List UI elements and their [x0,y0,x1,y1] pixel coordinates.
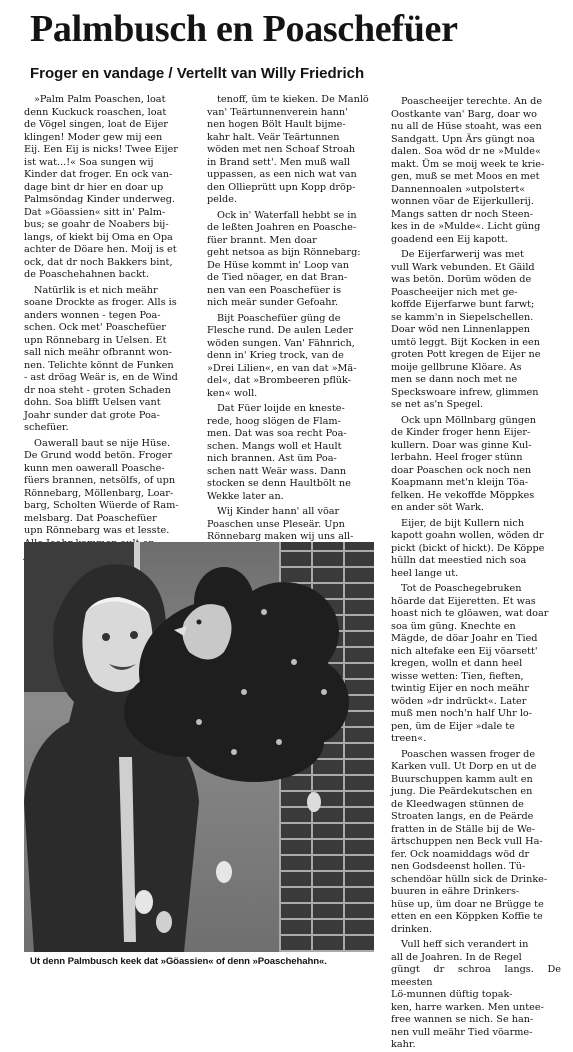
paragraph: Natürlik is et nich meähr soane Drockte as froger. Alls is anders wonnen - tegen Poa- schen. Ock met' Poaschefüer upn Rönnebarg in Uelsen. Et sall nich meähr ofbrannt won- nen. Telichte könnt de Funken - ast dröag Weär is, en de Wind dr noa steht - groten Schaden dohn. Soa blifft Uelsen vant Joahr sunder dat grote Poa- schefüer. [24,284,178,433]
child-with-palm-bush-illustration [24,542,374,952]
article-column-2 [207,94,381,556]
paragraph: Tot de Poaschegebruken höarde dat Eijeretten. Et was hoast nich te glöawen, wat doar soa üm güng. Knechte en Mägde, de döar Joahr en Tied nich altefake een Eij vöarsett' kregen, wolln et dann heel wisse wetten: Tien, fieften, twintig Eijer en noch meähr wöden »dr indrückt«. Later muß men noch'n half Uhr lo- pen, üm de Eijer »dale te treen«. [391,583,549,744]
paragraph: Poascheeijer terechte. An de Oostkante van' Barg, doar wo nu all de Hüse stoaht, was een Sandgatt. Upn Ärs güngt noa dalen. Soa wöd dr ne »Mulde« makt. Üm se moij week te krie- gen, muß se met Moos en met Dannennoalen »utpolstert« wonnen vöar de Eijerkullerij. Mangs satten dr noch Steen- kes in de »Mulde«. Licht güng goadend een Eij kapott. [391,96,545,245]
photo-child-with-palm-bush [24,542,374,952]
paragraph: De Eijerfarwerij was met vull Wark vebunden. Et Gäild was betön. Dorüm wöden de Poascheeijer nich met ge- koffde Eijerfarwe bunt farwt; se kamm'n in Siepelschellen. Doar wöd nen Linnenlappen umtö leggt. Bijt Kocken in een groten Pott kregen de Eijer ne moije gellbrune Klöare. As men se dann noch met ne Speckswoare infrew, glimmen se net as'n Spegel. [391,249,541,410]
paragraph: Oawerall baut se nije Hüse. De Grund wodd betön. Froger kunn men oawerall Poasche- füers brannen, netsölfs, of upn Rönnebarg, Möllenbarg, Loar- barg, Scholten Wüerde of Ram- melsbarg. Dat Poaschefüer upn Rönnebarg was et lesste. [24,437,179,536]
photo-caption: Ut denn Palmbusch keek dat »Göassien« of denn »Poaschehahn«. [30,956,327,967]
paragraph: Ock upn Möllnbarg güngen de Kinder froger henn Eijer- kullern. Doar was ginne Kul- lerbahn. Heel froger stünn doar Poaschen ock noch nen Koapmann met'n kleijn Töa- felken. He vekoffde Möppkes en ander söt Wark. [391,414,537,513]
paragraph: Wij Kinder hann' all vöar Poaschen unse Pleseär. Upn Rönnebarg maken wij uns all- [207,506,354,542]
subheadline: Froger en vandage / Vertellt van Willy Friedrich [30,65,365,82]
paragraph: Poaschen wassen froger de Karken vull. Ut Dorp en ut de Buurschuppen kamm ault en jung. Die Peärdekutschen en de Kleedwagen stünnen de Stroaten langs, en de Peärde fratten in de Ställe bij de We- ärtschuppen nen Beck vull Ha- fer. Ock noamiddags wöd dr nen Godsdeenst hollen. Tü- schendöar hülln sick de Drinke- buuren in eähre Drinkers- hüse up, üm doar ne Brügge te etten en een Köppken Koffie te drinken. [391,748,548,935]
paragraph: »Palm Palm Poaschen, loat denn Kuckuck roaschen, loat de Vögel singen, loat de Eijer klingen! Moder gew mij een Eij. Een Eij is nicks! Twee Eijer ist wat...!« Soa sungen wij Kinder dat froger. En ock van- dage bint dr hier en doar up Palmsöndag Kinder underweg. Dat »Göassien« sitt in' Palm- bus; se goahr de Noabers bij- langs, of kiekt bij Oma en Opa achter de Döare hen. Moij is et ock, dat dr noch Bakkers bint, de Poaschehahnen backt. [24,94,178,280]
paragraph: Vull heff sich verandert in all de Joahren. In de Regel güngt dr schroa langs. De meesten Lö-munnen düftig topak- ken, harre warken. Men untee- free wannen se nich. Se han- nen vull meähr Tied vöarme- kahr. [391,939,561,1050]
paragraph: Eijer, de bijt Kullern nich kapott goahn wollen, wöden dr pickt (bickt of hickt). De Köppe hülln dat meestied nich soa heel lange ut. [391,517,545,579]
paragraph: Ock in' Waterfall hebbt se in de leßten Joahren en Poasche- füer brannt. Men doar geht netsoa as bijn Rönnebarg: De Hüse kommt in' Loop van de Tied nöager, en dat Bran- nen van een Poaschefüer is nich meär sunder Gefoahr. [207,209,361,308]
paragraph: Bijt Poaschefüer güng de Flesche rund. De aulen Leder wöden sungen. Van' Fähnrich, denn in' Krieg trock, van de »Drei Lilien«, en van dat »Mä- del«, dat »Brombeeren pflük- ken« woll. [207,312,357,399]
paragraph: tenoff, üm te kieken. De Manlö van' Teärtunnenverein hann' nen hogen Bölt Hault bijme- kahr halt. Veär Teärtunnen wöden met nen Schoaf Stroah in Brand sett'. Men muß wall uppassen, as een nich wat van den Ollieprütt upn Kopp dröp- pelde. [207,94,369,205]
article-column-1 [24,94,197,563]
paragraph: Dat Füer loijde en kneste- rede, hoog slögen de Flam- men. Dat was soa recht Poa- schen. Mangs woll et Hault nich brannen. Ast üm Poa- schen natt Weär wass. Dann stocken se denn Haultbölt ne Wekke later an. [207,403,351,502]
headline: Palmbusch en Poaschefüer [30,8,458,50]
article-column-3 [391,96,561,1052]
